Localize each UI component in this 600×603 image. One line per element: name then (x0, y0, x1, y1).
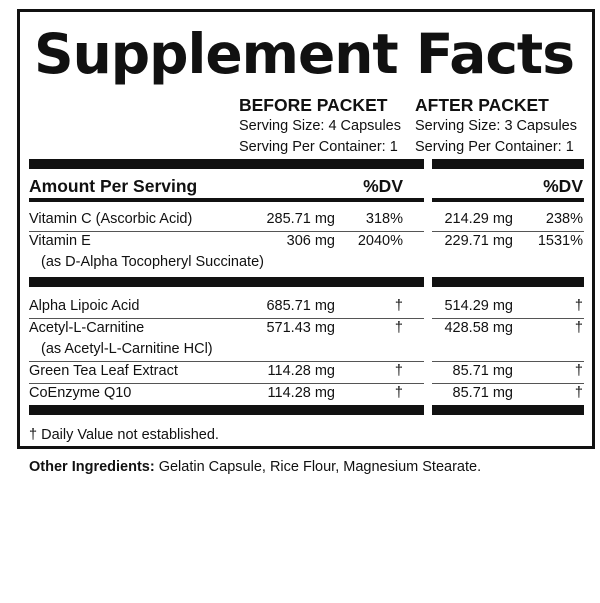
nutrient-name: Vitamin E (29, 233, 91, 249)
nutrient-name: Alpha Lipoic Acid (29, 298, 140, 314)
before-dv: † (394, 320, 403, 336)
nutrient-name: Green Tea Leaf Extract (29, 363, 178, 379)
nutrient-source: (as Acetyl-L-Carnitine HCl) (41, 341, 213, 357)
after-packet-heading: AFTER PACKET (415, 95, 549, 115)
supplement-facts-panel (17, 9, 595, 449)
before-amount: 114.28 mg (267, 363, 335, 379)
before-dv: 318% (365, 211, 403, 227)
after-dv: 238% (545, 211, 583, 227)
medium-divider (29, 198, 584, 202)
before-amount: 571.43 mg (266, 320, 335, 336)
nutrient-source: (as D-Alpha Tocopheryl Succinate) (41, 254, 264, 270)
before-amount: 285.71 mg (266, 211, 335, 227)
row-divider (29, 383, 584, 384)
before-amount: 306 mg (286, 233, 335, 249)
before-dv: † (394, 363, 403, 379)
after-dv: 1531% (537, 233, 583, 249)
column-separator (424, 159, 432, 415)
amount-per-serving-label: Amount Per Serving (29, 176, 198, 196)
after-dv: † (574, 298, 583, 314)
thick-divider (29, 159, 584, 169)
row-divider (29, 231, 584, 232)
nutrient-name: Acetyl-L-Carnitine (29, 320, 145, 336)
other-ingredients-label: Other Ingredients: (29, 459, 155, 475)
after-amount: 428.58 mg (444, 320, 513, 336)
after-amount: 85.71 mg (452, 363, 513, 379)
before-serving-size: Serving Size: 4 Capsules (239, 118, 401, 134)
nutrient-name: CoEnzyme Q10 (29, 385, 132, 401)
after-amount: 229.71 mg (444, 233, 513, 249)
after-amount: 85.71 mg (452, 385, 513, 401)
before-dv: † (394, 385, 403, 401)
dv-header-before: %DV (363, 176, 403, 196)
after-dv: † (574, 385, 583, 401)
thick-divider (29, 405, 584, 415)
before-servings-per-container: Serving Per Container: 1 (239, 139, 398, 155)
dv-header-after: %DV (543, 176, 583, 196)
before-dv: † (394, 298, 403, 314)
after-serving-size: Serving Size: 3 Capsules (415, 118, 577, 134)
panel-title: Supplement Facts (34, 22, 574, 86)
before-amount: 114.28 mg (267, 385, 335, 401)
thick-divider (29, 277, 584, 287)
after-dv: † (574, 320, 583, 336)
row-divider (29, 318, 584, 319)
other-ingredients-text: Gelatin Capsule, Rice Flour, Magnesium Stearate. (154, 459, 482, 475)
after-servings-per-container: Serving Per Container: 1 (415, 139, 574, 155)
nutrient-name: Vitamin C (Ascorbic Acid) (29, 211, 193, 227)
after-amount: 514.29 mg (444, 298, 513, 314)
footnote: † Daily Value not established. (29, 427, 219, 443)
row-divider (29, 361, 584, 362)
before-packet-heading: BEFORE PACKET (239, 95, 388, 115)
before-amount: 685.71 mg (266, 298, 335, 314)
other-ingredients (29, 459, 481, 476)
before-dv: 2040% (357, 233, 403, 249)
after-amount: 214.29 mg (444, 211, 513, 227)
after-dv: † (574, 363, 583, 379)
